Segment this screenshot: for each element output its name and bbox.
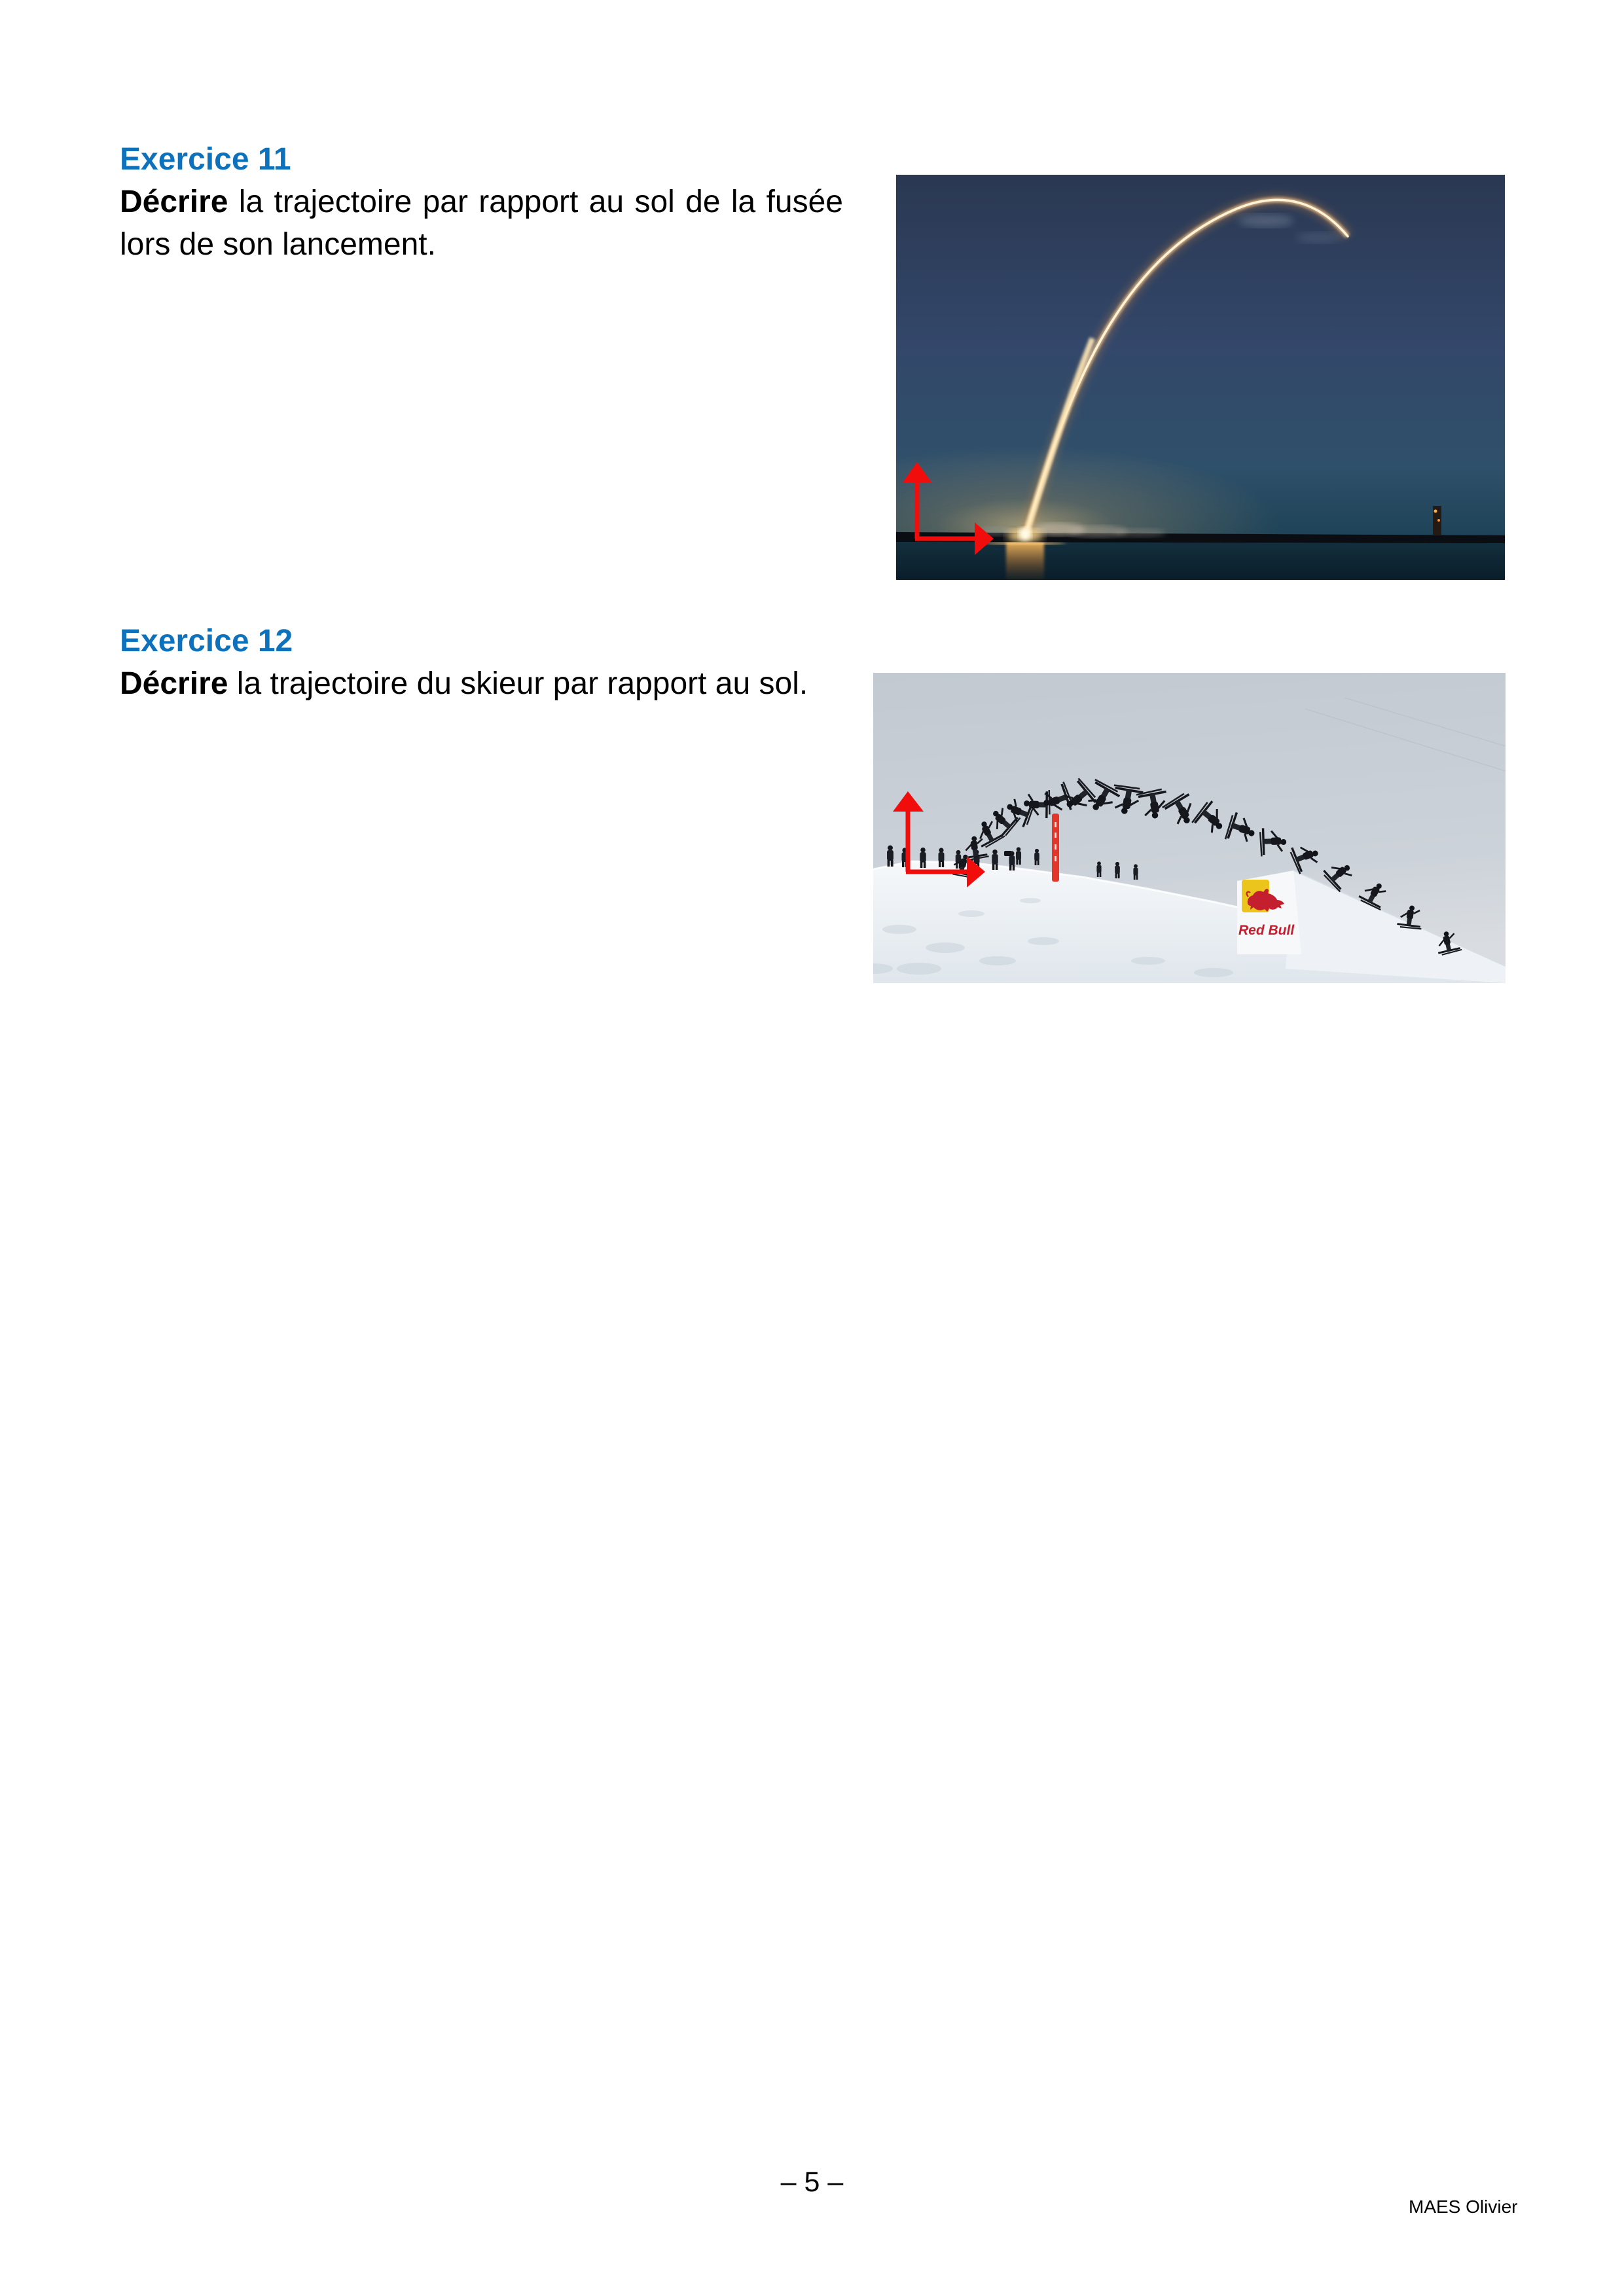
water: [896, 539, 1505, 580]
launch-flare-core: [1019, 528, 1032, 541]
author-name: MAES Olivier: [1409, 2197, 1518, 2217]
ski-jump-illustration: [873, 673, 1506, 983]
exercise-12-lead-word: Décrire: [120, 666, 228, 701]
launch-smoke: [1113, 528, 1166, 537]
rocket-launch-illustration: [896, 175, 1505, 580]
camera-icon: [1004, 851, 1012, 856]
launch-sky-glow: [896, 358, 1505, 548]
exercise-11-title: Exercice 11: [120, 142, 291, 177]
event-banner: [1052, 814, 1059, 882]
exercise-12-title: Exercice 12: [120, 624, 293, 658]
exercise-11-statement-text: la trajectoire par rapport au sol de la fusée lors de son lancement.: [120, 185, 843, 262]
page-number: – 5 –: [780, 2166, 844, 2198]
cloud-wisp: [1296, 232, 1341, 243]
redbull-kicker: [1237, 870, 1301, 954]
exercise-11-lead-word: Décrire: [120, 185, 228, 219]
exercise-12-statement: [120, 662, 843, 705]
exercise-11-section: [120, 139, 843, 266]
ski-jump-photo: [873, 673, 1506, 983]
rocket-launch-photo: [896, 175, 1505, 580]
exercise-12-statement-text: la trajectoire du skieur par rapport au sol.: [228, 666, 808, 701]
exercise-11-statement: [120, 181, 843, 266]
redbull-brand-text: Red Bull: [1238, 923, 1295, 938]
cloud-wisp: [1238, 214, 1293, 227]
distant-tower: [1433, 506, 1441, 535]
launch-reflection: [1006, 540, 1044, 580]
exercise-12-section: [120, 620, 843, 705]
